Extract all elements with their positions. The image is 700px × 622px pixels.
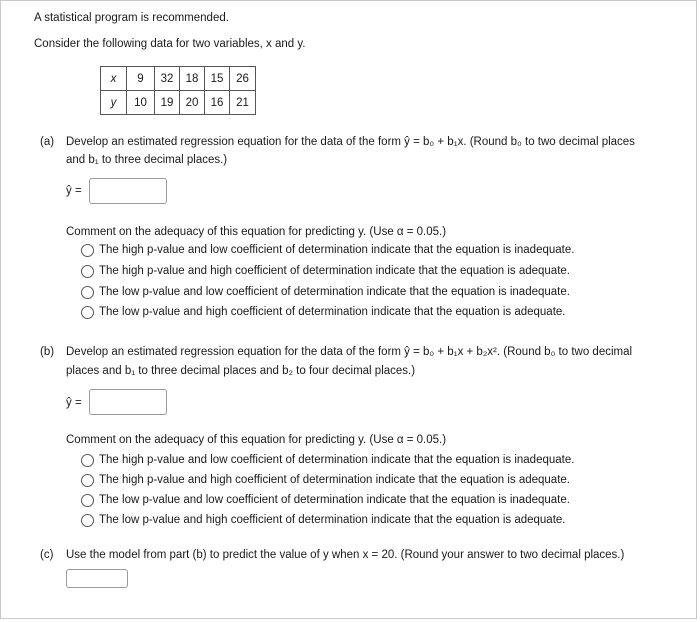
part-c-letter: (c) (40, 549, 54, 561)
data-table (100, 66, 256, 115)
part-b-prompt-line1: Develop an estimated regression equation for the data of the form ŷ = b₀ + b₁x + b₂x². (Round b₀ to two decimal (66, 346, 633, 358)
part-c-prompt: Use the model from part (b) to predict the value of y when x = 20. (Round your answer to two decimal places.) (66, 549, 625, 561)
x-value-cell: 18 (180, 67, 205, 91)
part-a-prompt-line2: and b₁ to three decimal places.) (66, 154, 228, 166)
radio-icon[interactable] (81, 514, 94, 527)
part-a-equation-input[interactable] (89, 178, 167, 204)
radio-icon[interactable] (81, 454, 94, 467)
y-value-cell: 16 (205, 91, 230, 115)
option-text: The low p-value and low coefficient of determination indicate that the equation is inadequate. (99, 494, 570, 506)
option-text: The high p-value and low coefficient of determination indicate that the equation is inadequate. (99, 454, 575, 466)
x-value-cell: 32 (155, 67, 180, 91)
x-value-cell: 9 (127, 67, 155, 91)
x-value-cell: 15 (205, 67, 230, 91)
part-a-prompt-line1: Develop an estimated regression equation for the data of the form ŷ = b₀ + b₁x. (Round b₀ to two decimal places (66, 136, 635, 148)
radio-icon[interactable] (81, 306, 94, 319)
part-b-yhat-label: ŷ = (66, 397, 82, 409)
part-a-yhat-label: ŷ = (66, 185, 82, 197)
radio-icon[interactable] (81, 494, 94, 507)
part-b-equation-input[interactable] (89, 389, 167, 415)
part-a-comment: Comment on the adequacy of this equation for predicting y. (Use α = 0.05.) (66, 226, 447, 238)
y-value-cell: 21 (230, 91, 256, 115)
radio-icon[interactable] (81, 244, 94, 257)
option-text: The high p-value and high coefficient of determination indicate that the equation is adequate. (99, 474, 570, 486)
part-a-letter: (a) (40, 136, 55, 148)
option-text: The high p-value and low coefficient of determination indicate that the equation is inadequate. (99, 244, 575, 256)
option-text: The low p-value and high coefficient of determination indicate that the equation is adequate. (99, 514, 566, 526)
part-c-answer-input[interactable] (66, 569, 128, 588)
y-value-cell: 10 (127, 91, 155, 115)
option-text: The high p-value and high coefficient of determination indicate that the equation is adequate. (99, 265, 570, 277)
part-b-letter: (b) (40, 346, 55, 358)
option-text: The low p-value and low coefficient of determination indicate that the equation is inadequate. (99, 286, 570, 298)
radio-icon[interactable] (81, 286, 94, 299)
table-row-y (101, 91, 256, 115)
y-label-cell: y (101, 91, 127, 115)
option-text: The low p-value and high coefficient of determination indicate that the equation is adequate. (99, 306, 566, 318)
x-value-cell: 26 (230, 67, 256, 91)
table-row-x (101, 67, 256, 91)
y-value-cell: 19 (155, 91, 180, 115)
x-label-cell: x (101, 67, 127, 91)
recommend-text: A statistical program is recommended. (34, 12, 229, 24)
part-b-prompt-line2: places and b₁ to three decimal places and b₂ to four decimal places.) (66, 365, 416, 377)
part-b-comment: Comment on the adequacy of this equation for predicting y. (Use α = 0.05.) (66, 434, 447, 446)
radio-icon[interactable] (81, 474, 94, 487)
y-value-cell: 20 (180, 91, 205, 115)
consider-text: Consider the following data for two variables, x and y. (34, 38, 306, 50)
radio-icon[interactable] (81, 265, 94, 278)
